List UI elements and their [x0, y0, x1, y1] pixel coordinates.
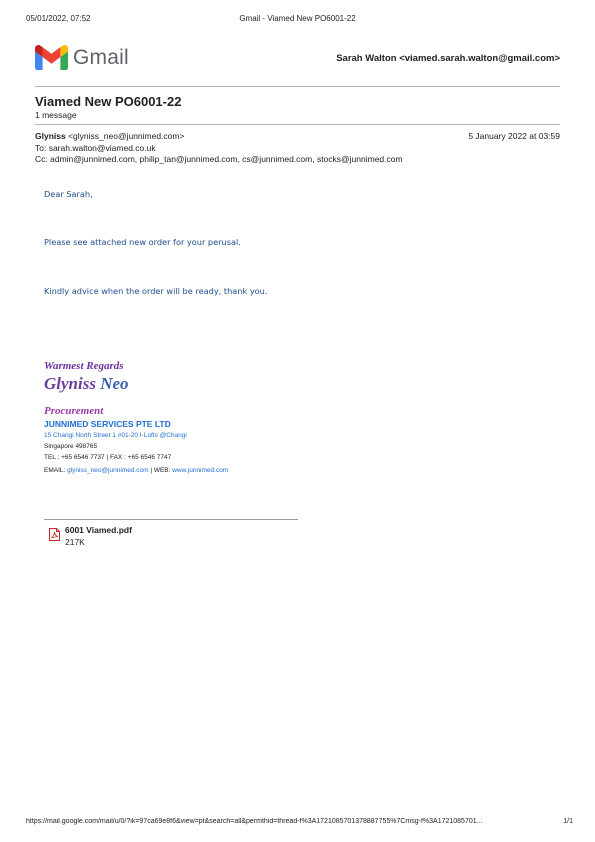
message-date: 5 January 2022 at 03:59 [468, 131, 560, 141]
message-paragraph: Please see attached new order for your perusal. [44, 237, 241, 247]
print-url: https://mail.google.com/mail/u/0/?ik=97ca69e8f6&view=pt&search=all&permthid=thread-f%3A1721085701378887755%7Cmsg-f%3A1721085701... [26, 818, 483, 825]
sender-line [35, 131, 184, 141]
divider [35, 124, 560, 125]
sender-name: Glyniss [35, 131, 66, 141]
signature-phone-fax: TEL : +65 6546 7737 | FAX : +65 6546 7747 [44, 454, 172, 461]
recipient-cc: Cc: admin@junnimed.com, philip_tan@junnimed.com, cs@junnimed.com, stocks@junnimed.com [35, 154, 403, 164]
signature-company: JUNNIMED SERVICES PTE LTD [44, 419, 171, 429]
signature-email-label: EMAIL: [44, 467, 68, 474]
print-header [26, 14, 569, 26]
print-page-title: Gmail - Viamed New PO6001-22 [239, 14, 356, 23]
message-count: 1 message [35, 110, 77, 120]
gmail-logo[interactable] [35, 44, 133, 72]
account-identity: Sarah Walton <viamed.sarah.walton@gmail.com> [336, 53, 560, 64]
recipient-to: To: sarah.walton@viamed.co.uk [35, 143, 156, 153]
signature-first-name: Glyniss [44, 374, 96, 393]
attachment-name[interactable]: 6001 Viamed.pdf [65, 525, 132, 535]
page-number: 1/1 [563, 818, 573, 825]
signature-email-link[interactable]: glyniss_neo@junnimed.com [67, 467, 149, 474]
attachment-divider [44, 519, 298, 520]
gmail-wordmark: Gmail [73, 46, 129, 69]
signature-address-line2: Singapore 498765 [44, 443, 98, 450]
signature-contact-line [44, 467, 228, 474]
attachment-size: 217K [65, 537, 85, 547]
signature-web-link[interactable]: www.junnimed.com [172, 467, 229, 474]
thread-subject: Viamed New PO6001-22 [35, 94, 182, 109]
signature-department: Procurement [44, 405, 104, 417]
signature-name [44, 374, 129, 394]
sender-email[interactable]: <glyniss_neo@junnimed.com> [68, 131, 185, 141]
gmail-envelope-icon [35, 45, 68, 70]
signature-last-name: Neo [100, 374, 129, 393]
signature-address-line1: 15 Changi North Street 1 #01-20 I-Lofts @Changi [44, 432, 187, 439]
signature-web-label: | WEB: [148, 467, 173, 474]
divider [35, 86, 560, 87]
message-paragraph: Kindly advice when the order will be ready, thank you. [44, 286, 268, 296]
signature-closing: Warmest Regards [44, 360, 124, 372]
print-datetime: 05/01/2022, 07:52 [26, 14, 91, 23]
message-greeting: Dear Sarah, [44, 189, 93, 199]
pdf-file-icon[interactable] [49, 528, 60, 541]
